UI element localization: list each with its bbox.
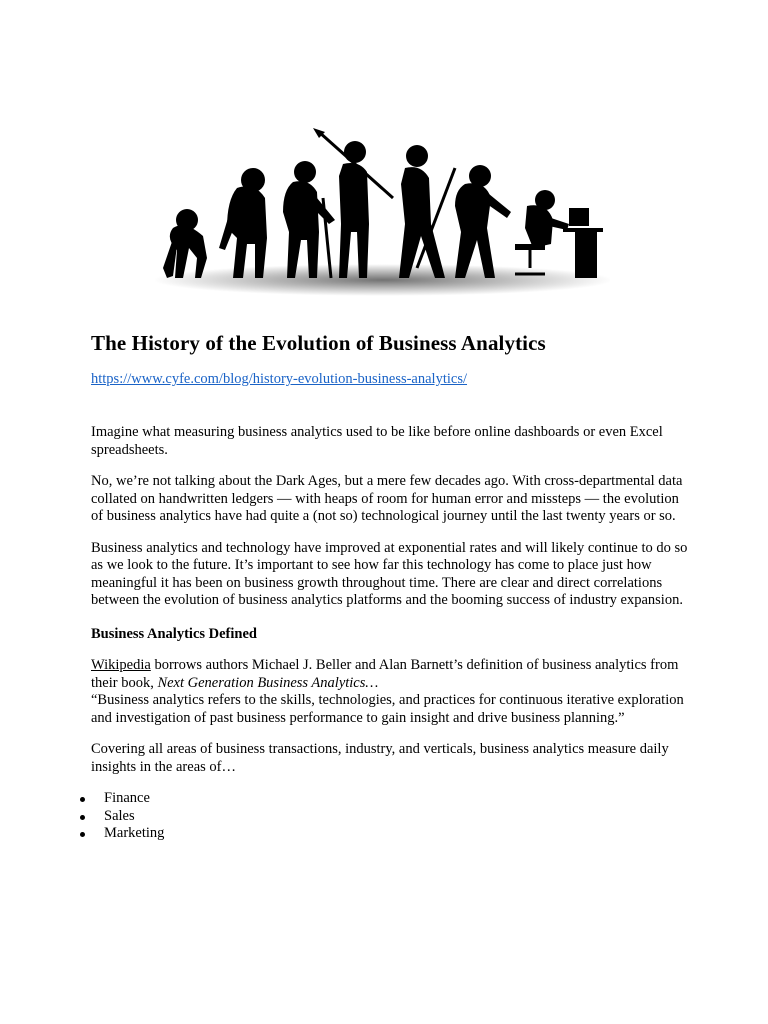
paragraph-definition — [91, 657, 691, 692]
evolution-of-man-to-computer-user-icon — [155, 128, 610, 298]
book-ellipsis: … — [365, 674, 379, 691]
section-heading: Business Analytics Defined — [91, 625, 257, 642]
list-item: Marketing — [80, 825, 680, 843]
list-item: Sales — [80, 808, 680, 826]
paragraph-technology: Business analytics and technology have improved at exponential rates and will likely continue to do so as we look to the future. It’s important to see how far this technology has come to place just how meaningful it has been on business growth throughout time. There are clear and direct correlations between the evolution of business analytics platforms and the booming success of industry expansion. — [91, 539, 688, 608]
paragraph-areas: Covering all areas of business transactions, industry, and verticals, business analytics measure daily insights in the areas of… — [91, 741, 669, 775]
bullet-icon — [80, 797, 85, 802]
definition-text: borrows authors Michael J. Beller and Alan Barnett’s definition of business analytics from their book, — [91, 657, 679, 691]
source-link[interactable]: https://www.cyfe.com/blog/history-evolution-business-analytics/ — [91, 371, 468, 387]
book-title: Next Generation Business Analytics — [157, 674, 366, 691]
page-title: The History of the Evolution of Business Analytics — [91, 331, 546, 355]
wikipedia-link[interactable]: Wikipedia — [91, 657, 151, 673]
list-item: Finance — [80, 790, 680, 808]
article-body — [91, 330, 691, 843]
paragraph-intro: Imagine what measuring business analytics used to be like before online dashboards or even Excel spreadsheets. — [91, 424, 663, 458]
areas-list — [80, 790, 680, 843]
paragraph-dark-ages: No, we’re not talking about the Dark Ages, but a mere few decades ago. With cross-departmental data collated on handwritten ledgers — with heaps of room for human error and missteps — the evolution of business analytics have had quite a (not so) technological journey until the last twenty years or so. — [91, 473, 683, 524]
bullet-icon — [80, 832, 85, 837]
definition-quote: “Business analytics refers to the skills, technologies, and practices for continuous iterative exploration and investigation of past business performance to gain insight and drive business planning.” — [91, 692, 684, 726]
evolution-illustration — [155, 128, 610, 298]
bullet-icon — [80, 815, 85, 820]
